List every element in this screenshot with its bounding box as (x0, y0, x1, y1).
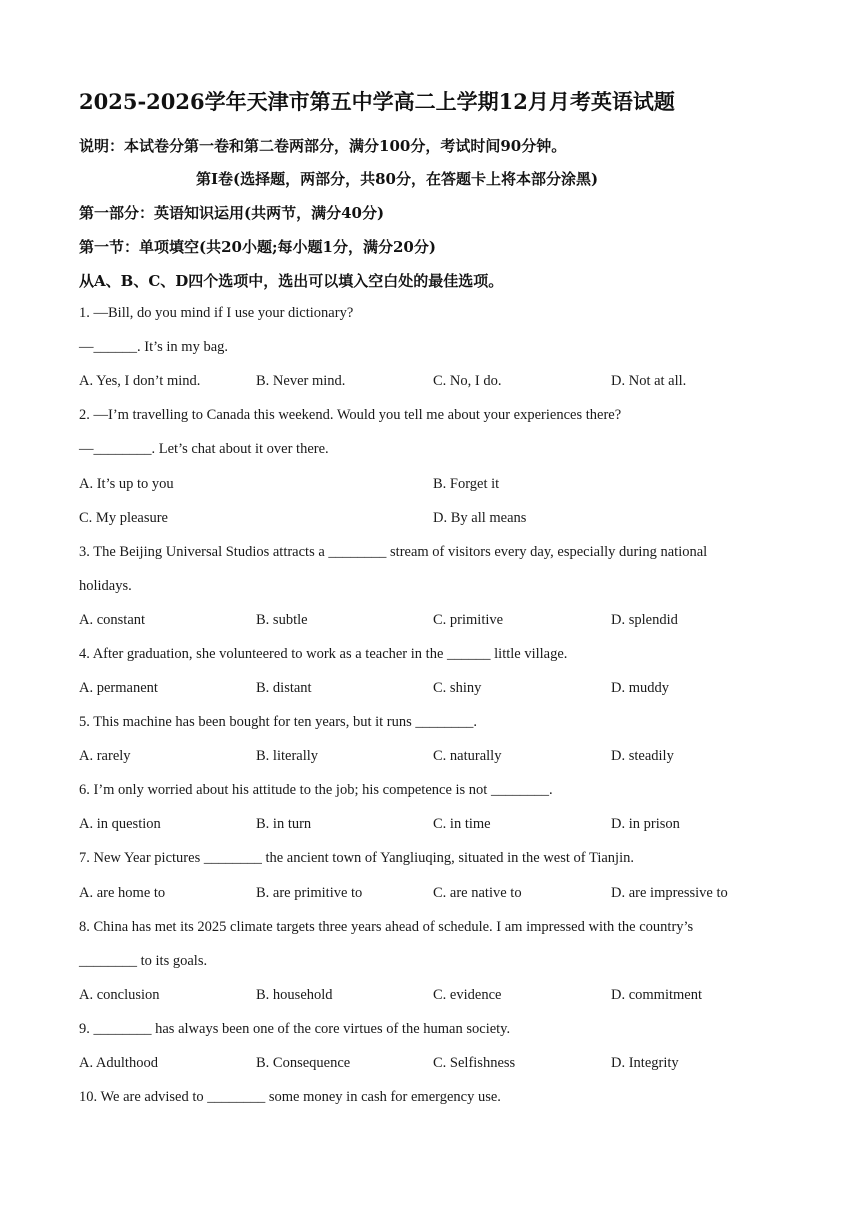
exam-note: 说明：本试卷分第一卷和第二卷两部分，满分100分，考试时间90分钟。 (79, 137, 567, 155)
question-5-option-b: B. literally (256, 748, 319, 764)
question-8-option-b: B. household (256, 987, 333, 1003)
question-6-line-1: 6. I’m only worried about his attitude to the job; his competence is not ________. (79, 782, 553, 798)
question-6-option-a: A. in question (79, 816, 161, 832)
question-1-option-d: D. Not at all. (611, 373, 687, 389)
question-3-option-d: D. splendid (611, 612, 678, 628)
instruction-text: 从A、B、C、D四个选项中，选出可以填入空白处的最佳选项。 (79, 272, 504, 290)
question-8-line-2: ________ to its goals. (79, 953, 208, 969)
part-heading: 第一部分：英语知识运用(共两节，满分40分) (79, 204, 385, 222)
question-3-option-a: A. constant (79, 612, 146, 628)
question-9-option-a: A. Adulthood (79, 1055, 158, 1071)
question-8-option-a: A. conclusion (79, 987, 160, 1003)
volume-heading: 第Ⅰ卷(选择题，两部分，共80分，在答题卡上将本部分涂黑) (196, 170, 599, 188)
question-2-option-d: D. By all means (433, 510, 527, 526)
question-4-option-d: D. muddy (611, 680, 669, 696)
question-4-option-c: C. shiny (433, 680, 482, 696)
section-heading: 第一节：单项填空(共20小题;每小题1分，满分20分) (79, 238, 436, 256)
question-2-option-c: C. My pleasure (79, 510, 168, 526)
question-7-option-d: D. are impressive to (611, 885, 728, 901)
question-3-option-c: C. primitive (433, 612, 504, 628)
question-6-option-d: D. in prison (611, 816, 680, 832)
question-1-option-b: B. Never mind. (256, 373, 346, 389)
question-2-option-b: B. Forget it (433, 476, 500, 492)
question-5-option-d: D. steadily (611, 748, 674, 764)
question-9-option-d: D. Integrity (611, 1055, 679, 1071)
question-1-line-2: —______. It’s in my bag. (79, 339, 229, 355)
question-5-option-c: C. naturally (433, 748, 502, 764)
question-6-option-b: B. in turn (256, 816, 312, 832)
question-6-option-c: C. in time (433, 816, 491, 832)
question-9-option-b: B. Consequence (256, 1055, 351, 1071)
question-4-line-1: 4. After graduation, she volunteered to work as a teacher in the ______ little village. (79, 646, 568, 662)
question-8-option-d: D. commitment (611, 987, 703, 1003)
question-7-option-b: B. are primitive to (256, 885, 363, 901)
question-2-line-2: —________. Let’s chat about it over there. (79, 441, 329, 457)
question-3-option-b: B. subtle (256, 612, 308, 628)
question-7-option-c: C. are native to (433, 885, 522, 901)
question-10-line-1: 10. We are advised to ________ some money in cash for emergency use. (79, 1089, 501, 1105)
question-3-line-1: 3. The Beijing Universal Studios attracts a ________ stream of visitors every day, especially during national (79, 544, 708, 560)
question-4-option-a: A. permanent (79, 680, 158, 696)
question-3-line-2: holidays. (79, 578, 132, 594)
question-9-line-1: 9. ________ has always been one of the core virtues of the human society. (79, 1021, 511, 1037)
question-5-line-1: 5. This machine has been bought for ten years, but it runs ________. (79, 714, 478, 730)
question-2-line-1: 2. —I’m travelling to Canada this weekend. Would you tell me about your experiences there? (79, 407, 622, 423)
question-1-line-1: 1. —Bill, do you mind if I use your dictionary? (79, 305, 354, 321)
page-title: 2025-2026学年天津市第五中学高二上学期12月月考英语试题 (79, 89, 675, 114)
question-9-option-c: C. Selfishness (433, 1055, 516, 1071)
question-2-option-a: A. It’s up to you (79, 476, 174, 492)
question-1-option-c: C. No, I do. (433, 373, 502, 389)
question-8-line-1: 8. China has met its 2025 climate targets three years ahead of schedule. I am impressed with the country’s (79, 919, 694, 935)
question-7-line-1: 7. New Year pictures ________ the ancient town of Yangliuqing, situated in the west of Tianjin. (79, 850, 634, 866)
question-4-option-b: B. distant (256, 680, 312, 696)
question-1-option-a: A. Yes, I don’t mind. (79, 373, 201, 389)
question-8-option-c: C. evidence (433, 987, 502, 1003)
question-7-option-a: A. are home to (79, 885, 166, 901)
question-5-option-a: A. rarely (79, 748, 131, 764)
